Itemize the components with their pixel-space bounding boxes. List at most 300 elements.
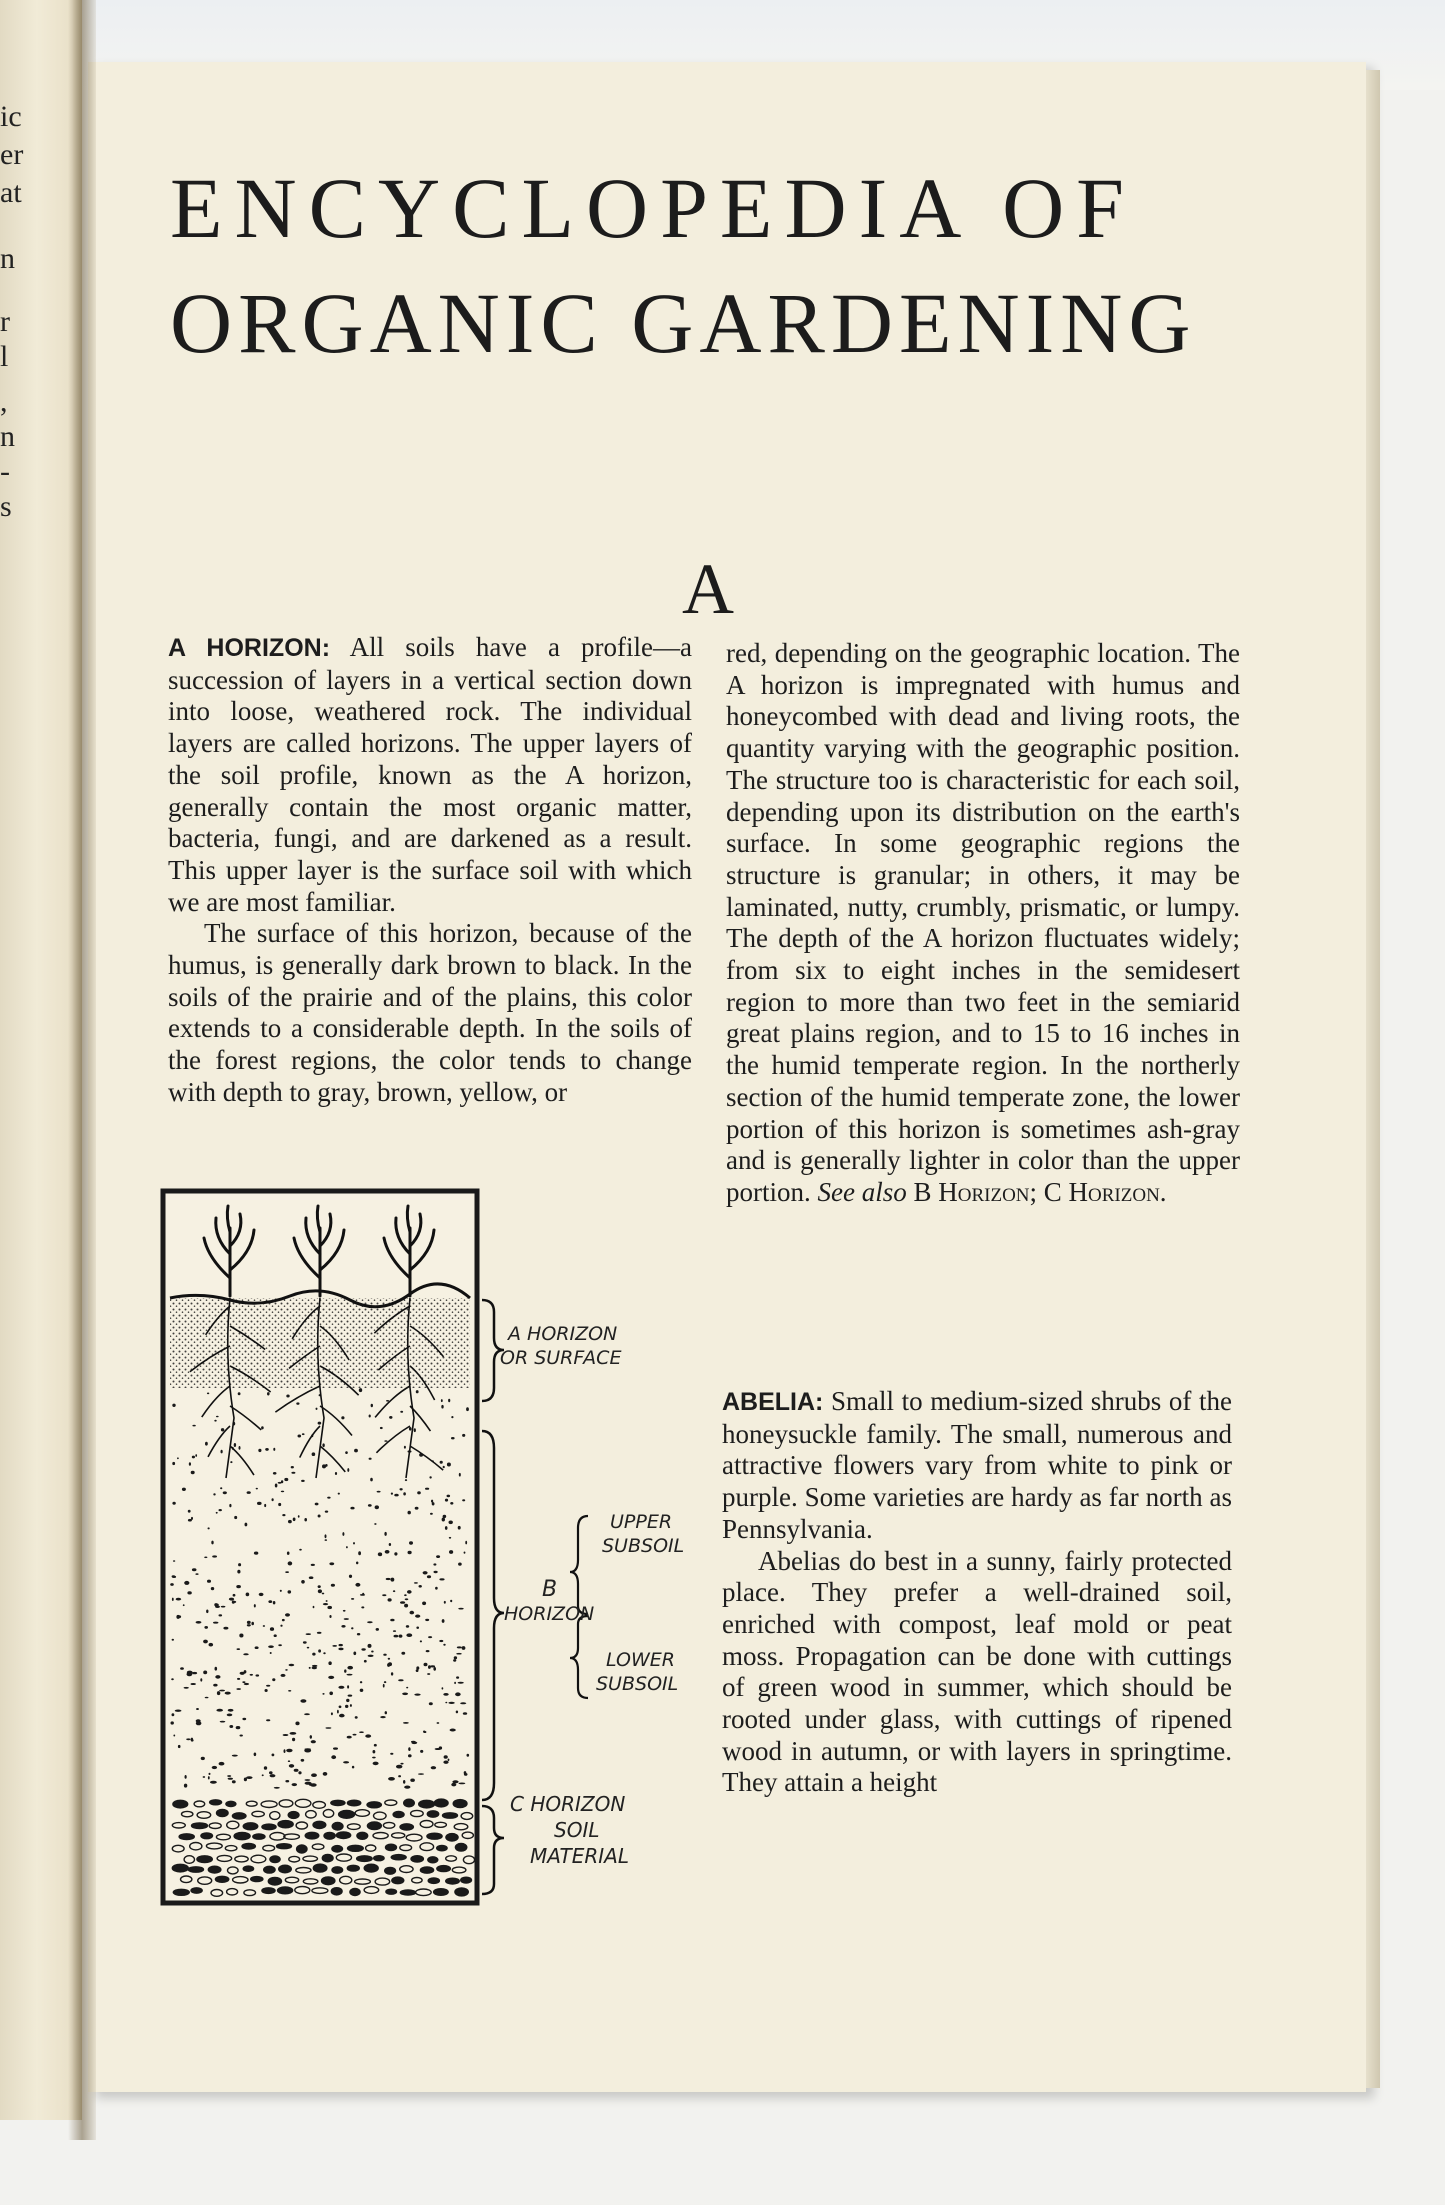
left-page-fragment: s bbox=[0, 490, 12, 523]
soil-speck bbox=[219, 1509, 222, 1511]
soil-speck bbox=[303, 1641, 307, 1643]
soil-speck bbox=[443, 1466, 445, 1469]
soil-speck bbox=[275, 1484, 278, 1488]
soil-speck bbox=[285, 1571, 289, 1573]
soil-speck bbox=[284, 1478, 288, 1481]
soil-speck bbox=[454, 1682, 456, 1684]
soil-speck bbox=[390, 1753, 393, 1755]
soil-speck bbox=[182, 1488, 186, 1491]
soil-speck bbox=[196, 1719, 201, 1722]
soil-speck bbox=[171, 1678, 174, 1680]
soil-speck bbox=[462, 1646, 466, 1650]
soil-speck bbox=[368, 1655, 374, 1657]
pebble bbox=[232, 1813, 246, 1819]
soil-speck bbox=[191, 1738, 193, 1742]
soil-speck bbox=[435, 1748, 442, 1750]
pebble bbox=[391, 1855, 406, 1860]
soil-speck bbox=[300, 1699, 306, 1702]
soil-speck bbox=[435, 1587, 438, 1590]
soil-speck bbox=[347, 1674, 353, 1676]
soil-speck bbox=[265, 1689, 268, 1692]
soil-speck bbox=[437, 1722, 440, 1724]
soil-speck bbox=[191, 1471, 195, 1474]
soil-speck bbox=[289, 1664, 295, 1666]
soil-speck bbox=[447, 1495, 451, 1498]
soil-speck bbox=[404, 1446, 406, 1449]
soil-speck bbox=[368, 1644, 372, 1648]
soil-speck bbox=[328, 1676, 334, 1679]
pebble bbox=[278, 1887, 293, 1894]
soil-speck bbox=[465, 1541, 467, 1545]
soil-speck bbox=[427, 1673, 430, 1675]
soil-speck bbox=[338, 1686, 344, 1689]
label-soil: SOIL bbox=[554, 1818, 600, 1842]
pebble bbox=[322, 1854, 333, 1861]
soil-speck bbox=[200, 1678, 202, 1681]
soil-speck bbox=[444, 1601, 446, 1604]
soil-speck bbox=[290, 1732, 297, 1735]
soil-speck bbox=[448, 1759, 450, 1762]
soil-speck bbox=[205, 1442, 208, 1446]
soil-speck bbox=[272, 1754, 275, 1757]
soil-speck bbox=[184, 1687, 189, 1689]
pebble bbox=[393, 1811, 404, 1817]
soil-speck bbox=[286, 1395, 289, 1398]
soil-speck bbox=[255, 1646, 259, 1649]
soil-speck bbox=[325, 1539, 328, 1541]
pebble bbox=[215, 1876, 228, 1882]
pebble bbox=[305, 1832, 319, 1839]
soil-speck bbox=[257, 1502, 262, 1505]
pebble bbox=[386, 1889, 397, 1894]
soil-speck bbox=[237, 1678, 240, 1680]
soil-speck bbox=[396, 1765, 402, 1769]
soil-speck bbox=[247, 1624, 251, 1626]
soil-speck bbox=[288, 1561, 293, 1565]
soil-speck bbox=[309, 1667, 311, 1669]
title-line-1: ENCYCLOPEDIA OF bbox=[170, 160, 1137, 256]
soil-speck bbox=[325, 1727, 331, 1729]
soil-speck bbox=[191, 1517, 193, 1520]
soil-speck bbox=[342, 1532, 344, 1536]
soil-speck bbox=[388, 1598, 392, 1601]
soil-speck bbox=[443, 1693, 448, 1696]
soil-speck bbox=[400, 1601, 405, 1604]
soil-speck bbox=[357, 1633, 360, 1635]
soil-speck bbox=[448, 1399, 450, 1402]
soil-speck bbox=[367, 1621, 373, 1623]
soil-speck bbox=[350, 1507, 354, 1510]
soil-speck bbox=[453, 1659, 456, 1662]
soil-speck bbox=[434, 1571, 438, 1573]
soil-speck bbox=[345, 1705, 348, 1708]
soil-speck bbox=[466, 1407, 469, 1411]
soil-speck bbox=[262, 1774, 264, 1776]
pebble bbox=[374, 1856, 384, 1861]
soil-speck bbox=[431, 1766, 436, 1769]
pebble bbox=[434, 1799, 448, 1807]
brace-lower-subsoil bbox=[570, 1616, 588, 1698]
pebble bbox=[400, 1890, 415, 1895]
soil-speck bbox=[454, 1656, 457, 1659]
soil-speck bbox=[296, 1402, 299, 1404]
pebble bbox=[331, 1800, 345, 1805]
soil-speck bbox=[403, 1780, 405, 1784]
pebble bbox=[446, 1834, 458, 1841]
soil-speck bbox=[406, 1687, 408, 1689]
soil-speck bbox=[289, 1764, 294, 1768]
soil-speck bbox=[343, 1610, 346, 1612]
soil-speck bbox=[383, 1684, 385, 1688]
soil-speck bbox=[404, 1604, 408, 1608]
soil-speck bbox=[452, 1780, 458, 1783]
label-c-horizon: C HORIZON bbox=[510, 1792, 626, 1816]
soil-speck bbox=[409, 1541, 413, 1544]
soil-speck bbox=[295, 1722, 299, 1726]
soil-speck bbox=[318, 1515, 321, 1518]
soil-speck bbox=[223, 1491, 227, 1494]
soil-speck bbox=[213, 1493, 215, 1495]
soil-speck bbox=[266, 1685, 270, 1687]
soil-speck bbox=[361, 1648, 365, 1650]
soil-speck bbox=[401, 1652, 405, 1655]
soil-speck bbox=[316, 1408, 318, 1410]
soil-speck bbox=[451, 1437, 455, 1439]
soil-speck bbox=[318, 1422, 322, 1425]
soil-speck bbox=[393, 1630, 396, 1632]
soil-speck bbox=[386, 1578, 391, 1580]
soil-speck bbox=[404, 1786, 410, 1789]
soil-speck bbox=[172, 1575, 176, 1577]
pebble bbox=[322, 1877, 335, 1885]
pebble bbox=[420, 1867, 433, 1873]
soil-speck bbox=[373, 1762, 379, 1766]
left-page-fragment: l bbox=[0, 340, 9, 373]
soil-speck bbox=[245, 1523, 248, 1527]
left-page-fragment: n bbox=[0, 420, 15, 453]
soil-speck bbox=[388, 1777, 395, 1781]
soil-speck bbox=[338, 1493, 340, 1495]
soil-speck bbox=[391, 1672, 393, 1675]
soil-speck bbox=[216, 1416, 219, 1418]
soil-speck bbox=[232, 1601, 235, 1604]
soil-speck bbox=[204, 1626, 208, 1629]
soil-speck bbox=[273, 1601, 276, 1604]
soil-speck bbox=[212, 1766, 217, 1769]
soil-speck bbox=[436, 1555, 440, 1558]
pebble bbox=[270, 1856, 280, 1863]
pebble bbox=[332, 1867, 343, 1873]
soil-speck bbox=[443, 1644, 445, 1646]
soil-speck bbox=[211, 1587, 214, 1590]
soil-speck bbox=[338, 1648, 343, 1651]
pebble bbox=[179, 1834, 194, 1840]
soil-speck bbox=[439, 1640, 443, 1642]
title-line-2: ORGANIC GARDENING bbox=[170, 275, 1197, 371]
pebble bbox=[173, 1889, 189, 1895]
soil-speck bbox=[388, 1658, 390, 1660]
soil-speck bbox=[339, 1706, 342, 1709]
soil-speck bbox=[201, 1757, 205, 1760]
label-upper-subsoil: SUBSOIL bbox=[602, 1535, 685, 1557]
soil-speck bbox=[221, 1606, 226, 1608]
soil-speck bbox=[188, 1510, 191, 1513]
soil-speck bbox=[391, 1493, 393, 1495]
entry-heading-a-horizon: A HORIZON: bbox=[168, 634, 331, 662]
soil-speck bbox=[173, 1560, 175, 1562]
soil-speck bbox=[415, 1615, 420, 1618]
soil-speck bbox=[203, 1776, 206, 1778]
soil-speck bbox=[292, 1738, 295, 1741]
soil-speck bbox=[428, 1665, 431, 1669]
soil-speck bbox=[284, 1749, 286, 1753]
soil-speck bbox=[180, 1667, 184, 1670]
a-horizon-paragraph-2-continued bbox=[726, 638, 1240, 1209]
pebble bbox=[437, 1866, 451, 1872]
pebble bbox=[455, 1888, 468, 1896]
soil-speck bbox=[247, 1621, 251, 1624]
soil-speck bbox=[286, 1749, 292, 1752]
soil-speck bbox=[347, 1685, 349, 1688]
soil-speck bbox=[389, 1416, 392, 1419]
soil-speck bbox=[220, 1487, 222, 1489]
soil-speck bbox=[215, 1675, 220, 1679]
soil-speck bbox=[424, 1663, 428, 1667]
soil-speck bbox=[371, 1404, 373, 1407]
soil-speck bbox=[346, 1699, 349, 1702]
soil-speck bbox=[451, 1783, 456, 1787]
pebble bbox=[404, 1799, 415, 1807]
soil-speck bbox=[455, 1692, 461, 1696]
soil-speck bbox=[204, 1557, 207, 1559]
soil-speck bbox=[178, 1745, 181, 1748]
soil-speck bbox=[377, 1491, 381, 1493]
soil-speck bbox=[322, 1693, 324, 1695]
soil-speck bbox=[400, 1411, 403, 1413]
soil-speck bbox=[242, 1681, 245, 1683]
soil-speck bbox=[450, 1502, 453, 1505]
soil-speck bbox=[451, 1416, 453, 1418]
soil-speck bbox=[304, 1518, 307, 1521]
soil-speck bbox=[186, 1738, 190, 1740]
soil-speck bbox=[323, 1603, 328, 1605]
brace-c-horizon bbox=[482, 1806, 504, 1894]
soil-speck bbox=[403, 1492, 406, 1495]
soil-speck bbox=[440, 1461, 443, 1464]
soil-speck bbox=[409, 1427, 412, 1431]
pebble bbox=[336, 1832, 350, 1839]
soil-speck bbox=[313, 1606, 315, 1609]
left-page-fragment: r bbox=[0, 305, 10, 338]
soil-speck bbox=[354, 1449, 358, 1453]
soil-speck bbox=[228, 1778, 233, 1780]
pebble bbox=[427, 1811, 438, 1817]
pebble bbox=[191, 1888, 202, 1893]
soil-speck bbox=[362, 1593, 364, 1595]
soil-speck bbox=[187, 1591, 191, 1594]
soil-speck bbox=[229, 1598, 234, 1601]
label-b-horizon: HORIZON bbox=[504, 1603, 595, 1625]
soil-speck bbox=[457, 1646, 462, 1648]
pebble bbox=[437, 1845, 447, 1850]
column-right bbox=[726, 638, 1240, 1209]
pebble bbox=[367, 1802, 381, 1808]
soil-speck bbox=[309, 1576, 314, 1579]
soil-speck bbox=[227, 1775, 231, 1777]
pebble bbox=[453, 1800, 467, 1808]
soil-speck bbox=[325, 1464, 327, 1467]
pebble bbox=[217, 1810, 229, 1817]
soil-speck bbox=[192, 1456, 195, 1459]
soil-speck bbox=[353, 1652, 356, 1656]
soil-speck bbox=[212, 1555, 217, 1557]
soil-speck bbox=[327, 1497, 330, 1499]
soil-speck bbox=[232, 1780, 236, 1783]
soil-speck bbox=[311, 1740, 316, 1743]
soil-speck bbox=[301, 1759, 305, 1762]
soil-speck bbox=[347, 1666, 353, 1670]
soil-speck bbox=[365, 1734, 371, 1737]
pebble bbox=[173, 1800, 188, 1808]
soil-speck bbox=[346, 1546, 348, 1548]
soil-speck bbox=[388, 1662, 392, 1666]
soil-speck bbox=[215, 1667, 218, 1671]
soil-speck bbox=[268, 1645, 274, 1648]
pebble bbox=[251, 1877, 263, 1882]
pebble bbox=[324, 1832, 335, 1839]
soil-speck bbox=[288, 1590, 292, 1593]
soil-speck bbox=[344, 1669, 346, 1672]
soil-speck bbox=[172, 1639, 174, 1641]
pebble bbox=[288, 1812, 299, 1819]
soil-speck bbox=[243, 1653, 249, 1655]
soil-speck bbox=[312, 1653, 315, 1656]
soil-speck bbox=[305, 1779, 311, 1781]
soil-speck bbox=[219, 1762, 225, 1766]
pebble bbox=[234, 1833, 250, 1840]
pebble bbox=[332, 1846, 343, 1852]
soil-speck bbox=[337, 1710, 339, 1714]
soil-speck bbox=[399, 1635, 403, 1638]
soil-speck bbox=[429, 1476, 431, 1478]
soil-speck bbox=[333, 1747, 338, 1749]
abelia-paragraph-1 bbox=[722, 1386, 1232, 1546]
pebble bbox=[331, 1888, 342, 1895]
soil-speck bbox=[304, 1713, 310, 1715]
soil-speck bbox=[351, 1627, 353, 1629]
left-page-fragment: , bbox=[0, 385, 8, 418]
soil-speck bbox=[269, 1771, 273, 1774]
soil-speck bbox=[282, 1514, 285, 1516]
soil-speck bbox=[191, 1683, 196, 1685]
label-lower: LOWER bbox=[606, 1649, 675, 1671]
soil-speck bbox=[400, 1488, 403, 1490]
section-letter: A bbox=[682, 549, 734, 629]
soil-speck bbox=[368, 1504, 372, 1507]
soil-speck bbox=[322, 1593, 325, 1595]
soil-speck bbox=[360, 1689, 364, 1692]
soil-speck bbox=[339, 1714, 345, 1718]
column-right-abelia bbox=[722, 1386, 1232, 1799]
soil-speck bbox=[171, 1721, 174, 1724]
label-a-horizon: A HORIZON bbox=[508, 1323, 618, 1345]
soil-speck bbox=[292, 1783, 297, 1786]
soil-speck bbox=[247, 1491, 251, 1494]
soil-speck bbox=[268, 1600, 272, 1603]
soil-speck bbox=[371, 1651, 374, 1653]
label-material: MATERIAL bbox=[530, 1844, 629, 1868]
left-page-fragment: er bbox=[0, 138, 24, 171]
soil-speck bbox=[267, 1392, 270, 1395]
soil-speck bbox=[278, 1482, 282, 1484]
soil-speck bbox=[237, 1648, 241, 1650]
soil-speck bbox=[373, 1750, 376, 1753]
left-page-fragment: ic bbox=[0, 100, 22, 133]
soil-speck bbox=[229, 1725, 233, 1728]
soil-speck bbox=[244, 1670, 247, 1673]
soil-speck bbox=[304, 1748, 311, 1750]
soil-speck bbox=[298, 1435, 302, 1438]
pebble bbox=[400, 1824, 413, 1830]
soil-speck bbox=[410, 1611, 415, 1615]
soil-speck bbox=[237, 1570, 240, 1574]
soil-speck bbox=[442, 1687, 444, 1689]
soil-speck bbox=[280, 1625, 282, 1627]
soil-speck bbox=[217, 1691, 220, 1695]
soil-speck bbox=[315, 1503, 319, 1506]
soil-speck bbox=[331, 1584, 335, 1587]
pebble bbox=[279, 1865, 292, 1873]
soil-speck bbox=[242, 1718, 246, 1720]
soil-speck bbox=[370, 1478, 373, 1482]
soil-speck bbox=[172, 1462, 175, 1465]
soil-speck bbox=[261, 1426, 264, 1429]
soil-speck bbox=[307, 1647, 310, 1649]
soil-speck bbox=[443, 1761, 448, 1764]
pebble bbox=[264, 1866, 275, 1873]
soil-speck bbox=[416, 1627, 419, 1629]
soil-speck bbox=[462, 1499, 465, 1501]
pebble bbox=[172, 1864, 188, 1872]
soil-speck bbox=[227, 1714, 233, 1717]
soil-speck bbox=[464, 1552, 466, 1554]
soil-speck bbox=[359, 1731, 364, 1733]
soil-speck bbox=[391, 1578, 395, 1582]
soil-speck bbox=[236, 1688, 241, 1690]
soil-speck bbox=[416, 1390, 419, 1393]
pebble bbox=[297, 1845, 307, 1853]
soil-speck bbox=[256, 1488, 258, 1490]
soil-speck bbox=[447, 1463, 451, 1467]
soil-speck bbox=[318, 1585, 321, 1588]
soil-speck bbox=[270, 1627, 274, 1631]
soil-speck bbox=[172, 1598, 174, 1601]
soil-speck bbox=[184, 1581, 189, 1585]
soil-speck bbox=[311, 1773, 317, 1777]
soil-speck bbox=[426, 1650, 430, 1652]
soil-speck bbox=[196, 1621, 202, 1624]
soil-speck bbox=[233, 1594, 236, 1597]
soil-speck bbox=[285, 1613, 290, 1616]
soil-speck bbox=[385, 1711, 387, 1714]
soil-speck bbox=[185, 1775, 187, 1779]
pebble bbox=[427, 1833, 442, 1839]
soil-speck bbox=[415, 1507, 419, 1510]
soil-speck bbox=[281, 1491, 284, 1493]
soil-speck bbox=[274, 1787, 280, 1789]
soil-speck bbox=[345, 1451, 348, 1454]
soil-speck bbox=[176, 1598, 181, 1601]
